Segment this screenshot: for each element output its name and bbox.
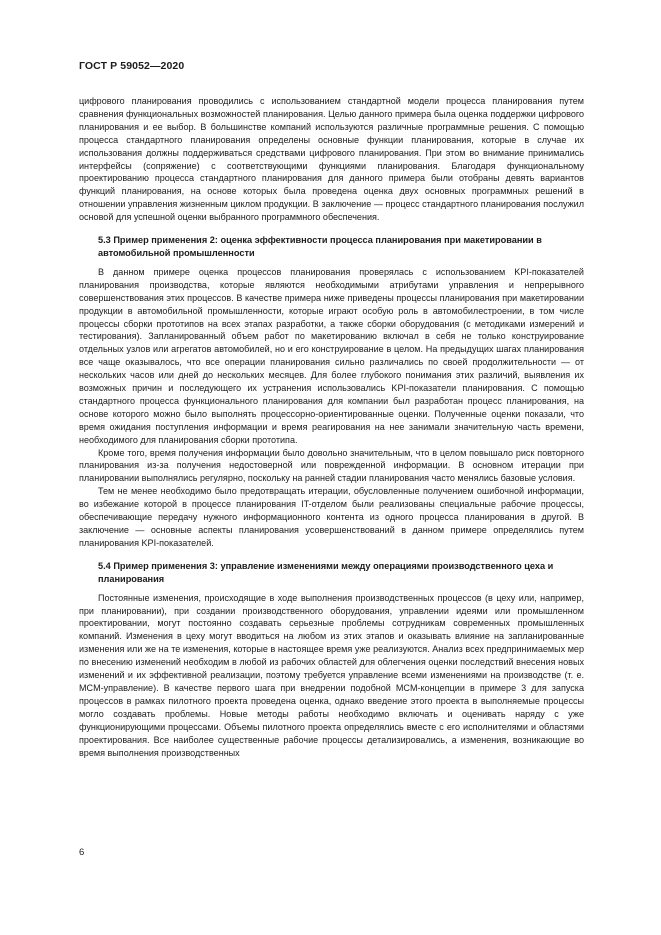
document-body — [79, 95, 584, 759]
section-5-3-paragraph-3: Тем не менее необходимо было предотвращать итерации, обусловленные получением ошибочной информации, во избежание которой в процессе планирования IT-отделом были реализованы специальные рабочие процессы, обеспечивающие передачу нужного информационного контента из одного процесса планирования в другой. В заключение — основные аспекты планирования усовершенствований в данном примере определялись путем планирования KPI-показателей. — [79, 486, 584, 548]
paragraph-continued: цифрового планирования проводились с использованием стандартной модели процесса планирования путем сравнения функциональных возможностей планирования. Целью данного примера была оценка поддержки цифрового планирования и ее выбор. В большинстве компаний используются различные программные решения. С помощью процесса стандартного планирования определены основные функции планирования, которые в случае их использования должны поддерживаться средствами цифрового планирования. При этом во внимание принимались интерфейсы (сопряжение) с соответствующими функциями планирования. Благодаря функциональному проектированию процесса стандартного планирования для данного примера были отобраны девять вариантов функций планирования, на основе которых была проведена оценка двух основных программных решений в отношении управления жизненным циклом продукции. В заключение — процесс стандартного планирования послужил основой для успешной оценки выбранного программного обеспечения. — [79, 96, 584, 223]
section-5-3-title: 5.3 Пример применения 2: оценка эффективности процесса планирования при макетировании в автомобильной промышленности — [98, 235, 542, 258]
section-5-3-paragraph-1: В данном примере оценка процессов планирования проверялась с использованием KPI-показателей планирования производства, которые являются необходимыми атрибутами управления и непрерывного совершенствования этих процессов. В качестве примера ниже приведены процессы планирования при макетировании продукции в автомобильной промышленности, которые играют особую роль в автомобилестроении, в том числе процессы сборки прототипов на всех этапах разработки, а также сборки оборудования (с методиками измерений и тестирования). Запланированный объем работ по макетированию включал в себя не только конструирование отдельных узлов или агрегатов автомобилей, но и его конструирование в целом. На предыдущих шагах планирования все чаще оказывалось, что все операции планирования сильно различались по своей продолжительности — от нескольких часов или дней до нескольких месяцев. Для более глубокого понимания этих различий, выявления их возможных причин и последующего их устранения использовались KPI-показатели планирования. С помощью стандартного процесса функционального планирования для компании был разработан процесс планирования, на основе которого можно было выполнять процессорно-ориентированные оценки. Полученные оценки показали, что время ожидания поступления информации и время реагирования на нее занимали значительную часть времени, необходимого для планирования сборки прототипа. — [79, 266, 584, 445]
section-5-4-title: 5.4 Пример применения 3: управление изменениями между операциями производственного цеха и планирования — [98, 560, 554, 584]
section-5-3-paragraph-2: Кроме того, время получения информации было довольно значительным, что в целом повышало риск повторного планирования из-за получения недостоверной или поврежденной информации. В основном итерации при планировании выполнялись регулярно, поскольку на ранней стадии планирования часто менялись базовые условия. — [79, 447, 584, 484]
section-5-4-paragraph-1: Постоянные изменения, происходящие в ходе выполнения производственных процессов (в цеху или, например, при планировании), при создании производственного оборудования, управлении идеями или промышленном проектировании, могут постоянно создавать серьезные проблемы сотрудникам современных промышленных компаний. Изменения в цеху могут вводиться на любом из этих этапов и оказывать влияние на запланированные изменения или же на те изменения, которые в настоящее время уже реализуются. Анализ всех предпринимаемых мер по внесению изменений необходим в любой из рабочих областей для облегчения оценки последствий внесения новых изменений и их эффективной реализации, поэтому требуется управление всеми изменениями на производстве (т. е. MCM-управление). В качестве первого шага при внедрении подобной MCM-концепции в примере 3 для запуска процессов в рамках пилотного проекта проведена оценка, однако введение этого проекта в выполняемые процессы могло создавать проблемы. Новые методы работы необходимо включать и оценивать наряду с уже функционирующими процессами. Объемы пилотного проекта определялись вместе с его исполнителями и областями проектирования. Все наиболее существенные рабочие процессы детализировались, а изменения, возникающие во время выполнения производственных — [79, 592, 584, 758]
page-number: 6 — [79, 847, 85, 858]
standard-header: ГОСТ Р 59052—2020 — [79, 60, 185, 72]
